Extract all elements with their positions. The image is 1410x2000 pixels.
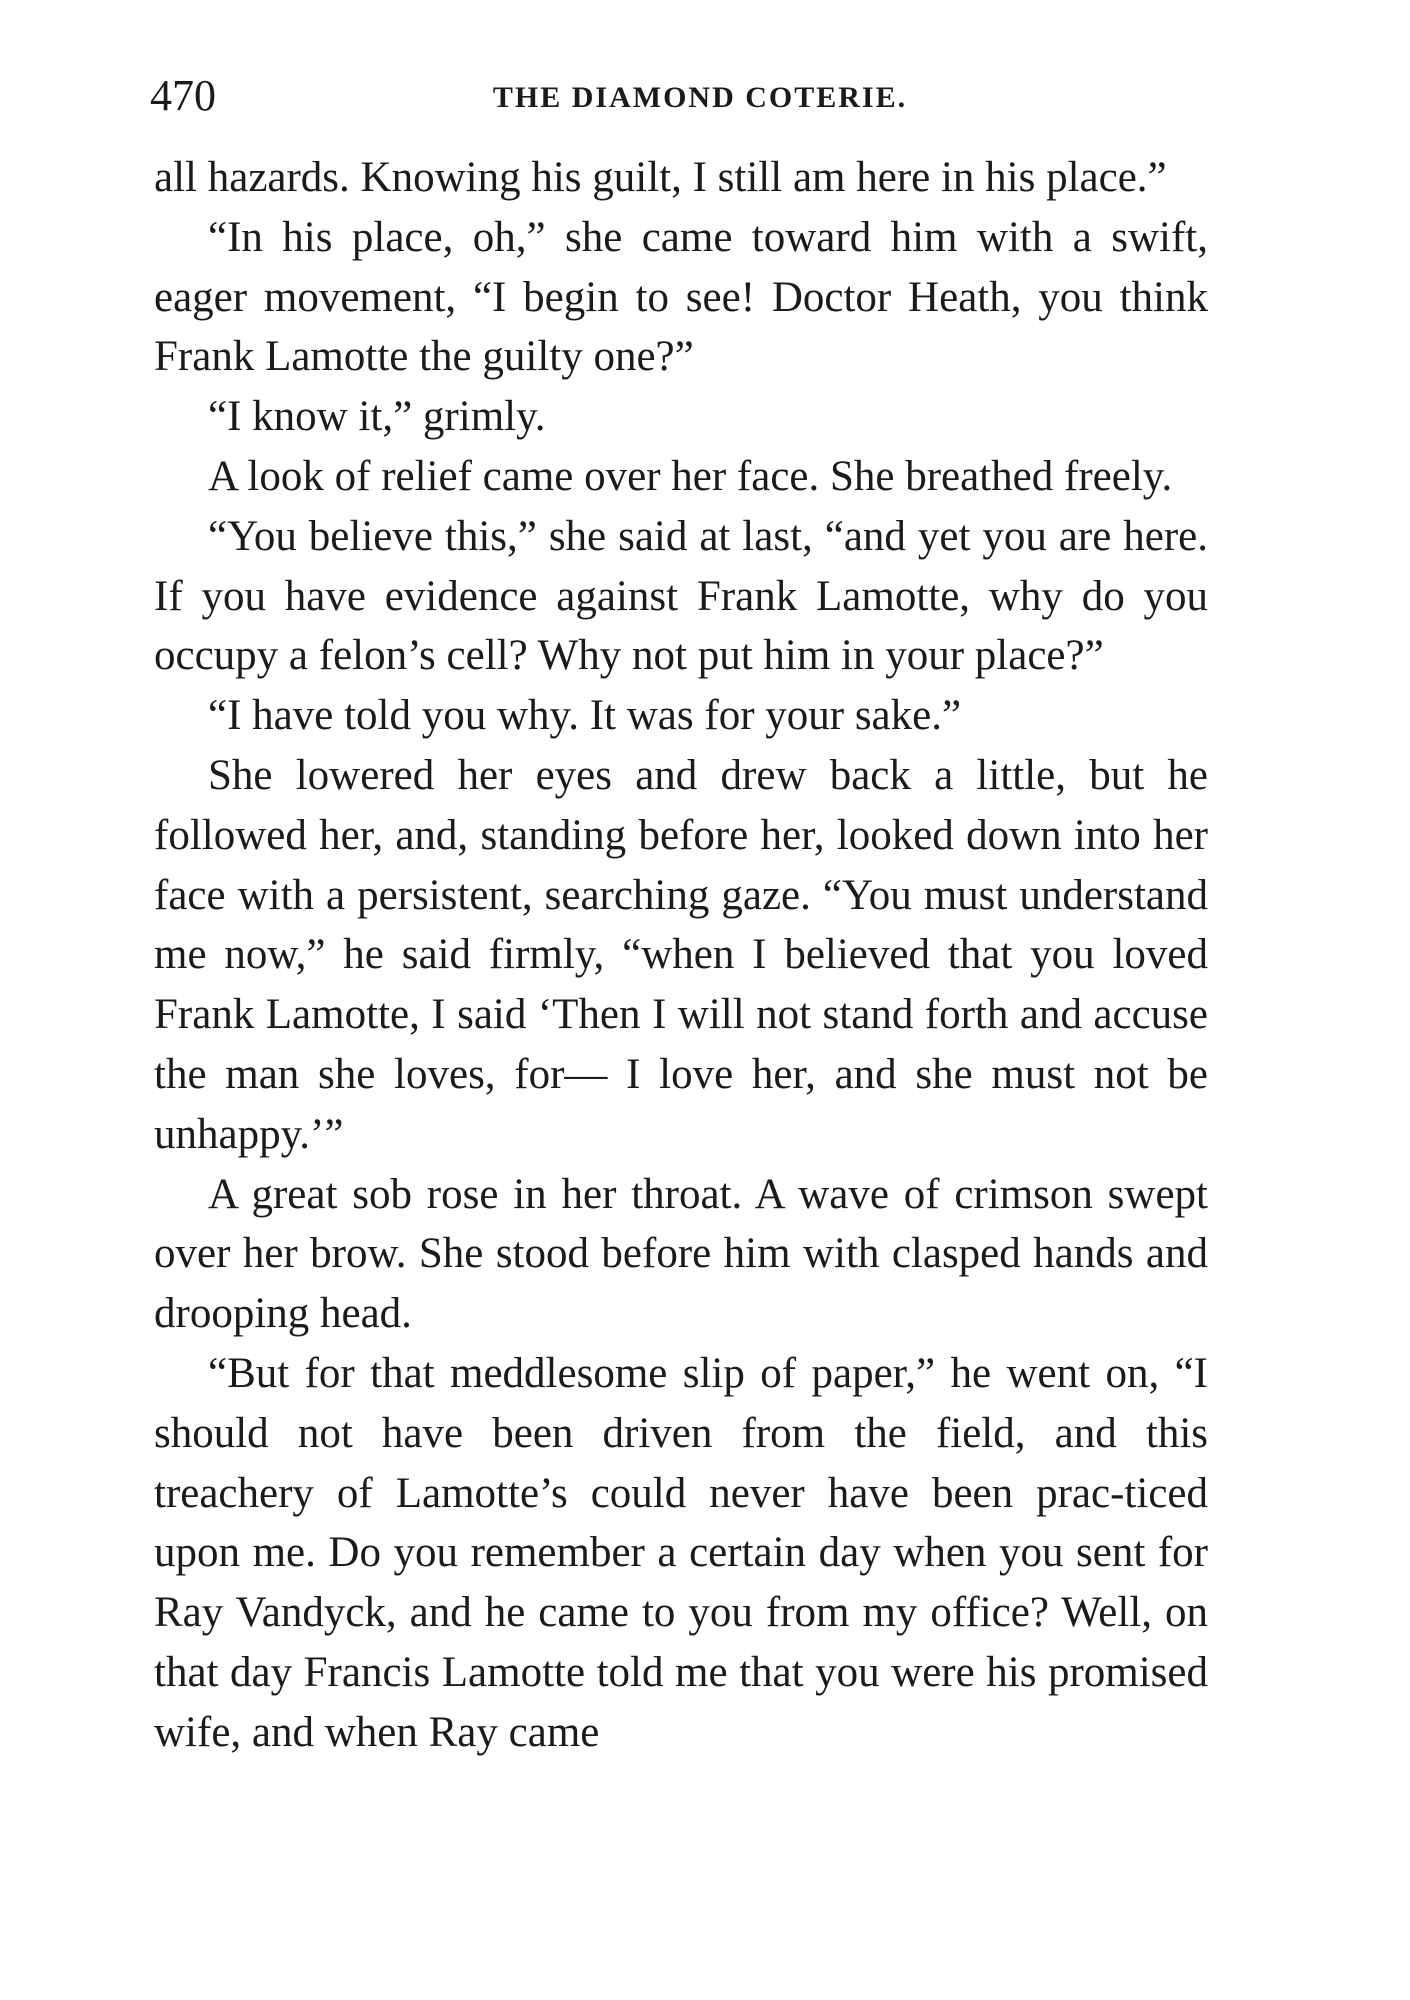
paragraph: “But for that meddlesome slip of paper,” he went on, “I should not have been driven from the field, and this treachery of Lamotte’s could never have been prac-ticed upon me. Do you remember a certain day when you sent for Ray Vandyck, and he came to you from my office? Well, on that day Francis Lamotte told me that you were his promised wife, and when Ray came <box>154 1349 1208 1756</box>
running-title: THE DIAMOND COTERIE. <box>492 81 908 114</box>
paragraph: all hazards. Knowing his guilt, I still am here in his place.” <box>154 154 1167 201</box>
paragraph: “You believe this,” she said at last, “and yet you are here. If you have evidence against Frank Lamotte, why do you occupy a felon’s cell? Why not put him in your place?” <box>154 512 1208 680</box>
paragraph: “I know it,” grimly. <box>208 393 546 441</box>
paragraph: A look of relief came over her face. She breathed freely. <box>208 452 1173 500</box>
running-head <box>150 66 1210 126</box>
paragraph: “In his place, oh,” she came toward him with a swift, eager movement, “I begin to see! Doctor Heath, you think Frank Lamotte the guilty one?” <box>154 213 1208 381</box>
body-text <box>154 148 1208 1763</box>
paragraph: A great sob rose in her throat. A wave of crimson swept over her brow. She stood before him with clasped hands and drooping head. <box>154 1170 1208 1338</box>
page-number: 470 <box>150 71 216 120</box>
paragraph: “I have told you why. It was for your sake.” <box>208 692 962 740</box>
paragraph: She lowered her eyes and drew back a little, but he followed her, and, standing before her, looked down into her face with a persistent, searching gaze. “You must understand me now,” he said firmly, “when I believed that you loved Frank Lamotte, I said ‘Then I will not stand forth and accuse the man she loves, for— I love her, and she must not be unhappy.’” <box>154 751 1208 1158</box>
